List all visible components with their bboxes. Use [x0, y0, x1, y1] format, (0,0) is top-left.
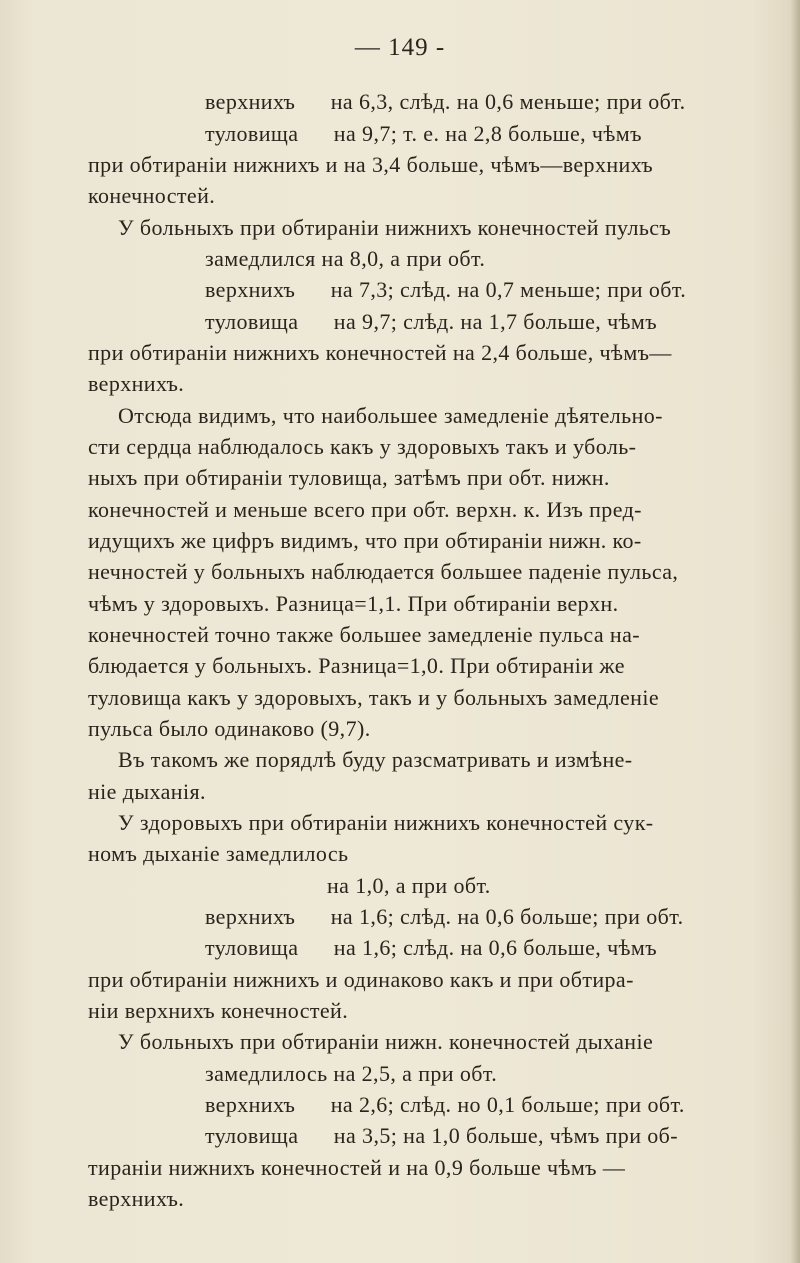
text-line: при обтираніи нижнихъ и одинаково какъ и при обтира-: [88, 967, 634, 992]
text-line: при обтираніи нижнихъ конечностей на 2,4 больше, чѣмъ—: [88, 340, 672, 365]
text-line: верхнихъ на 6,3, слѣд. на 0,6 меньше; при обт.: [205, 89, 686, 114]
text-line: верхнихъ.: [88, 371, 185, 396]
text-line: У больныхъ при обтираніи нижн. конечностей дыханіе: [118, 1029, 654, 1054]
text-line: туловища на 1,6; слѣд. на 0,6 больше, чѣмъ: [205, 935, 657, 960]
text-line: тираніи нижнихъ конечностей и на 0,9 больше чѣмъ —: [88, 1155, 626, 1180]
text-line: сти сердца наблюдалось какъ у здоровыхъ такъ и уболь-: [88, 434, 637, 459]
text-line: ніи верхнихъ конечностей.: [88, 998, 349, 1023]
text-line: идущихъ же цифръ видимъ, что при обтираніи нижн. ко-: [88, 528, 642, 553]
text-line: Отсюда видимъ, что наибольшее замедленіе дѣятельно-: [118, 403, 663, 428]
text-line: Въ такомъ же порядлѣ буду разсматривать и измѣне-: [118, 747, 633, 772]
text-line: пульса было одинаково (9,7).: [88, 716, 371, 741]
text-line: У больныхъ при обтираніи нижнихъ конечностей пульсъ: [118, 215, 672, 240]
text-line: номъ дыханіе замедлилось: [88, 841, 349, 866]
text-line: верхнихъ на 7,3; слѣд. на 0,7 меньше; при обт.: [205, 277, 687, 302]
text-line: на 1,0, а при обт.: [327, 873, 491, 898]
text-line: ныхъ при обтираніи туловища, затѣмъ при обт. нижн.: [88, 465, 610, 490]
text-line: У здоровыхъ при обтираніи нижнихъ конечностей сук-: [118, 810, 654, 835]
text-line: замедлился на 8,0, а при обт.: [205, 246, 486, 271]
text-line: конечностей точно также большее замедленіе пульса на-: [88, 622, 640, 647]
text-line: верхнихъ на 1,6; слѣд. на 0,6 больше; при обт.: [205, 904, 684, 929]
text-line: верхнихъ на 2,6; слѣд. но 0,1 больше; при обт.: [205, 1092, 685, 1117]
text-line: конечностей и меньше всего при обт. верхн. к. Изъ пред-: [88, 497, 642, 522]
text-line: туловища на 9,7; слѣд. на 1,7 больше, чѣмъ: [205, 309, 657, 334]
page-edge-shadow: [790, 0, 800, 1263]
text-line: чѣмъ у здоровыхъ. Разница=1,1. При обтираніи верхн.: [88, 591, 619, 616]
page-number-header: — 149 -: [354, 34, 446, 61]
text-line: нечностей у больныхъ наблюдается большее паденіе пульса,: [88, 559, 679, 584]
text-line: блюдается у больныхъ. Разница=1,0. При обтираніи же: [88, 653, 625, 678]
text-line: конечностей.: [88, 183, 216, 208]
text-line: туловища какъ у здоровыхъ, такъ и у больныхъ замедленіе: [88, 685, 660, 710]
text-line: при обтираніи нижнихъ и на 3,4 больше, чѣмъ—верхнихъ: [88, 152, 654, 177]
text-line: верхнихъ.: [88, 1186, 185, 1211]
text-line: туловища на 9,7; т. е. на 2,8 больше, чѣмъ: [205, 121, 642, 146]
text-line: туловища на 3,5; на 1,0 больше, чѣмъ при об-: [205, 1123, 678, 1148]
text-line: замедлилось на 2,5, а при обт.: [205, 1061, 498, 1086]
text-line: ніе дыханія.: [88, 779, 206, 804]
